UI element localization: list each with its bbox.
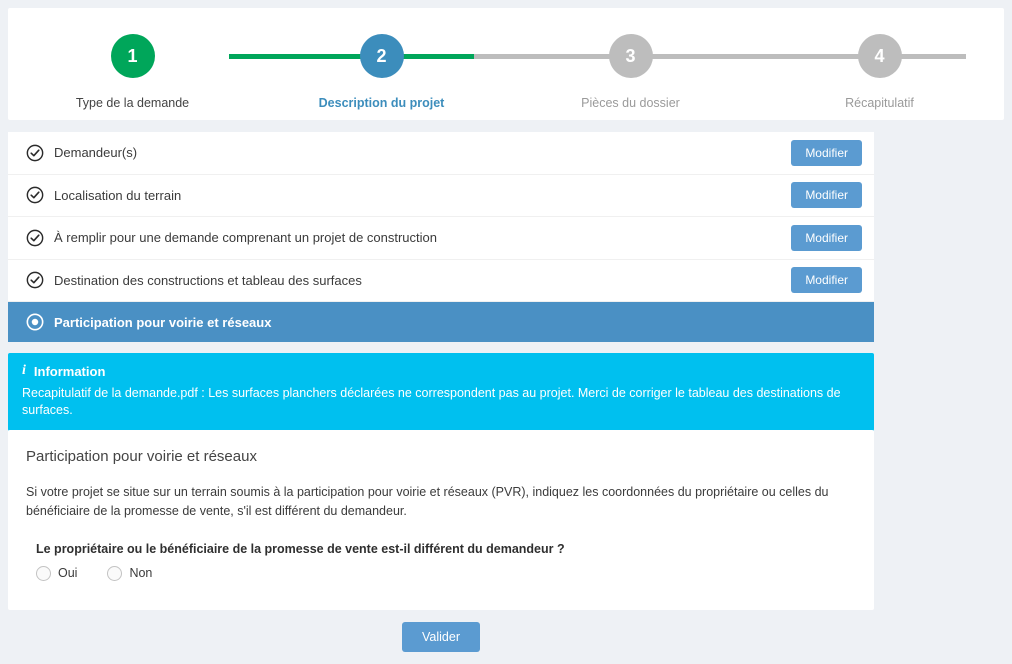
information-banner (8, 353, 874, 431)
step-4-label: Récapitulatif (845, 96, 914, 110)
footer-actions (8, 622, 874, 652)
section-title: Localisation du terrain (54, 187, 182, 203)
radio-option-non[interactable] (107, 566, 152, 581)
section-title: Participation pour voirie et réseaux (54, 314, 272, 330)
section-row-localisation[interactable] (8, 175, 874, 218)
form-radio-group (36, 566, 856, 581)
radio-current-icon (26, 313, 44, 331)
step-3-circle: 3 (609, 34, 653, 78)
modifier-button-construction[interactable]: Modifier (791, 225, 862, 251)
section-title: Destination des constructions et tableau des surfaces (54, 272, 362, 288)
information-heading: Information (33, 363, 106, 379)
section-row-participation-voirie-reseaux[interactable] (8, 302, 874, 342)
step-3-label: Pièces du dossier (581, 96, 680, 110)
modifier-button-destination[interactable]: Modifier (791, 267, 862, 293)
info-icon: i (22, 363, 26, 378)
step-4[interactable] (755, 8, 1004, 120)
radio-circle-icon[interactable] (36, 566, 51, 581)
form-question-label: Le propriétaire ou le bénéficiaire de la promesse de vente est-il différent du demandeur ? (36, 541, 565, 556)
top-spacer (0, 0, 1012, 8)
radio-option-oui-label: Oui (58, 566, 78, 581)
step-4-circle: 4 (858, 34, 902, 78)
modifier-button-demandeurs[interactable]: Modifier (791, 140, 862, 166)
stepper-items (8, 8, 1004, 120)
valider-button[interactable]: Valider (402, 622, 480, 652)
information-header (22, 363, 860, 379)
check-circle-icon (26, 271, 44, 289)
step-3[interactable] (506, 8, 755, 120)
form-intro-text: Si votre projet se situe sur un terrain soumis à la participation pour voirie et réseaux (PVR), indiquez les coordonnées du propriétaire ou celles du bénéficiaire de la promesse de vente, s'il est différent du demandeur. (26, 485, 829, 519)
section-row-demandeurs[interactable] (8, 132, 874, 175)
form-title: Participation pour voirie et réseaux (26, 448, 257, 465)
step-2-label: Description du projet (318, 96, 445, 110)
step-1[interactable] (8, 8, 257, 120)
section-row-construction[interactable] (8, 217, 874, 260)
section-row-destination[interactable] (8, 260, 874, 303)
radio-option-oui[interactable] (36, 566, 77, 581)
check-circle-icon (26, 229, 44, 247)
participation-form-panel (8, 430, 874, 610)
radio-circle-icon[interactable] (107, 566, 122, 581)
section-title: À remplir pour une demande comprenant un projet de construction (54, 230, 437, 246)
information-text: Recapitulatif de la demande.pdf : Les surfaces planchers déclarées ne correspondent pas au projet. Merci de corriger le tableau des destinations de surfaces. (22, 386, 841, 417)
modifier-button-localisation[interactable]: Modifier (791, 182, 862, 208)
stepper (8, 8, 1004, 120)
section-list (8, 132, 874, 342)
check-circle-icon (26, 144, 44, 162)
stepper-card (8, 8, 1004, 120)
step-2[interactable] (257, 8, 506, 120)
radio-option-non-label: Non (129, 566, 153, 581)
step-2-circle: 2 (360, 34, 404, 78)
step-1-label: Type de la demande (75, 96, 190, 110)
step-1-circle: 1 (111, 34, 155, 78)
check-circle-icon (26, 186, 44, 204)
section-title: Demandeur(s) (54, 145, 138, 161)
